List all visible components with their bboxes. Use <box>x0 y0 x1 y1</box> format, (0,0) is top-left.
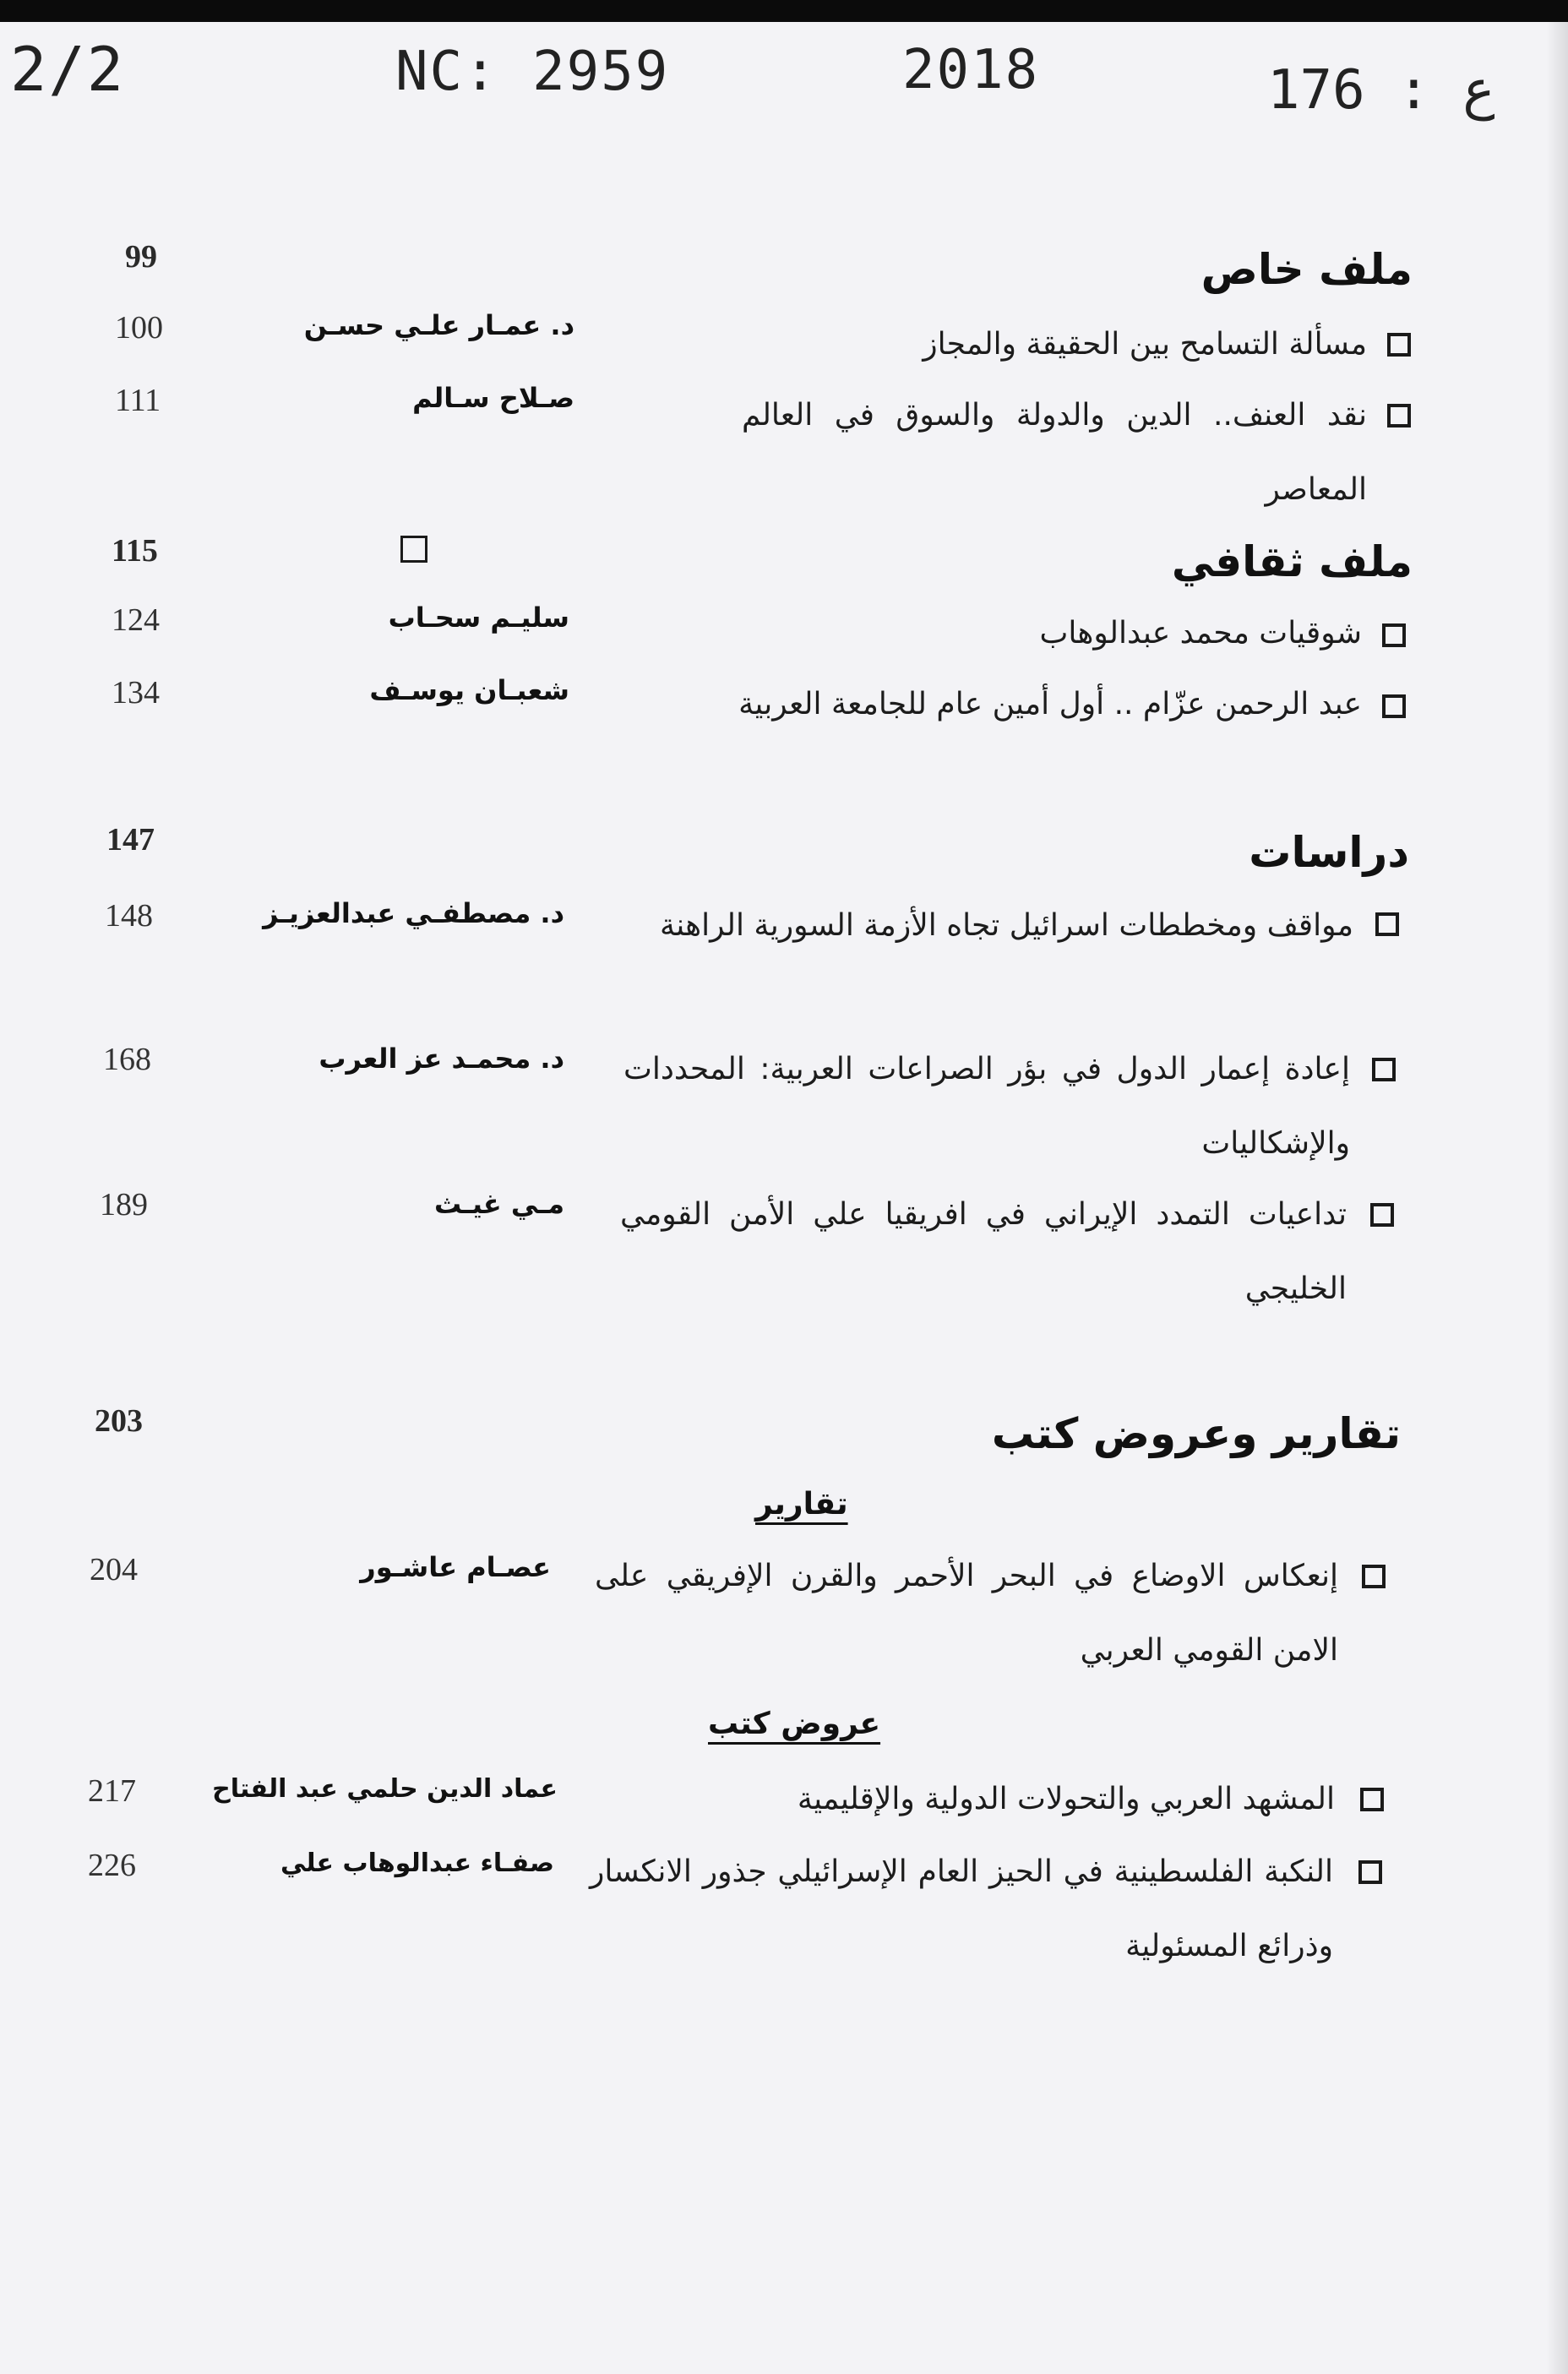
handwritten-issue: 176 : ع <box>1267 59 1495 122</box>
subsection-title: تقارير <box>755 1487 848 1522</box>
toc-entry-page: 168 <box>103 1042 151 1077</box>
section-page-number: 203 <box>95 1403 143 1439</box>
toc-entry-page: 189 <box>100 1187 148 1222</box>
checkbox-icon <box>1382 694 1406 718</box>
toc-entry-author: صفـاء عبدالوهاب علي <box>280 1849 554 1878</box>
checkbox-icon <box>1370 1203 1394 1227</box>
checkbox-icon <box>1358 1860 1382 1884</box>
toc-entry-page: 204 <box>90 1552 138 1587</box>
handwritten-page-marker: 2/2 <box>10 34 126 105</box>
checkbox-icon <box>1375 912 1399 936</box>
toc-entry-title: النكبة الفلسطينية في الحيز العام الإسرائيلي جذور الانكسار وذرائع المسئولية <box>590 1854 1333 1963</box>
section-title: تقارير وعروض كتب <box>991 1409 1401 1458</box>
section-page-number: 99 <box>125 239 157 275</box>
toc-entry-title: نقد العنف.. الدين والدولة والسوق في العالم المعاصر <box>742 398 1367 507</box>
toc-entry-title: شوقيات محمد عبدالوهاب <box>1039 616 1362 651</box>
checkbox-icon <box>1387 404 1411 427</box>
subsection-title: عروض كتب <box>708 1707 881 1741</box>
toc-entry-title: مواقف ومخططات اسرائيل تجاه الأزمة السورية الراهنة <box>660 908 1353 943</box>
checkbox-icon <box>1372 1058 1396 1081</box>
toc-entry-title: مسألة التسامح بين الحقيقة والمجاز <box>923 327 1367 362</box>
scan-right-shadow <box>1546 22 1568 2374</box>
section-page-number: 115 <box>112 533 158 569</box>
checkbox-icon <box>1360 1788 1384 1811</box>
toc-entry-page: 217 <box>88 1773 136 1809</box>
toc-entry-title: إنعكاس الاوضاع في البحر الأحمر والقرن الإفريقي على الامن القومي العربي <box>595 1559 1338 1668</box>
toc-entry-title: عبد الرحمن عزّام .. أول أمين عام للجامعة العربية <box>738 687 1362 721</box>
toc-entry-author: د. محمـد عز العرب <box>318 1043 564 1075</box>
toc-entry-author: صـلاح سـالم <box>412 382 574 414</box>
section-page-number: 147 <box>106 822 155 858</box>
toc-entry-author: د. مصطفـي عبدالعزيـز <box>263 897 564 929</box>
toc-entry-author: د. عمـار علـي حسـن <box>303 309 574 341</box>
toc-entry-author: عماد الدين حلمي عبد الفتاح <box>212 1774 558 1804</box>
toc-entry-page: 124 <box>112 602 160 638</box>
handwritten-code: NC: 2959 <box>395 41 670 103</box>
toc-entry-page: 226 <box>88 1848 136 1883</box>
toc-entry-author: مـي غيـث <box>434 1188 564 1220</box>
section-title: ملف خاص <box>1200 245 1413 294</box>
scan-top-edge <box>0 0 1568 22</box>
toc-entry-title: إعادة إعمار الدول في بؤر الصراعات العربية: المحددات والإشكاليات <box>623 1052 1350 1161</box>
toc-entry-author: شعبـان يوسـف <box>369 674 569 706</box>
toc-entry-title: المشهد العربي والتحولات الدولية والإقليمية <box>797 1782 1335 1816</box>
section-title: دراسات <box>1249 828 1409 877</box>
checkbox-icon <box>400 536 427 563</box>
handwritten-year: 2018 <box>902 39 1040 101</box>
checkbox-icon <box>1362 1565 1386 1588</box>
toc-entry-page: 148 <box>105 898 153 934</box>
checkbox-icon <box>1382 623 1406 647</box>
checkbox-icon <box>1387 333 1411 357</box>
toc-entry-author: عصـام عاشـور <box>360 1551 551 1583</box>
toc-entry-title: تداعيات التمدد الإيراني في افريقيا علي الأمن القومي الخليجي <box>620 1197 1347 1306</box>
toc-entry-author: سليـم سحـاب <box>388 602 569 634</box>
toc-entry-page: 111 <box>115 383 161 418</box>
toc-entry-page: 134 <box>112 675 160 711</box>
toc-entry-page: 100 <box>115 310 163 346</box>
section-title: ملف ثقافي <box>1171 537 1413 586</box>
